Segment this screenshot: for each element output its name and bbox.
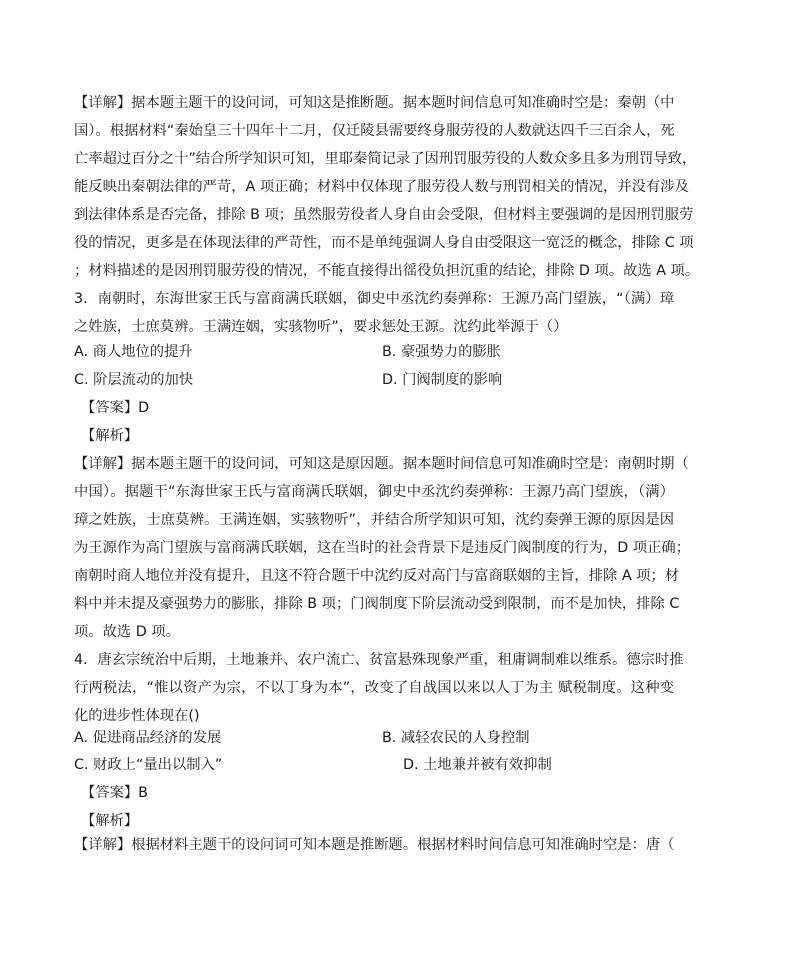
paragraph1-line: 【详解】据本题主题干的设问词，可知这是推断题。据本题时间信息可知准确时空是：秦朝（中 (74, 95, 675, 111)
q4-option-c: C. 财政上“量出以制入” (74, 757, 223, 773)
q3-detail-line: 【详解】据本题主题干的设问词，可知这是原因题。据本题时间信息可知准确时空是：南朝时期（ (74, 456, 689, 472)
q3-detail-line: 料中并未提及豪强势力的膨胀，排除 B 项；门阀制度下阶层流动受到限制，而不是加快，排除 C (74, 596, 680, 612)
q4-option-a: A. 促进商品经济的发展 (74, 730, 222, 746)
paragraph1-line: 国）。根据材料“秦始皇三十四年十二月，仅迁陵县需要终身服劳役的人数就达四千三百余人，死 (74, 123, 675, 139)
q4-option-b: B. 减轻农民的人身控制 (382, 730, 530, 746)
q3-option-a: A. 商人地位的提升 (74, 344, 193, 360)
q3-stem-line: 之姓族，士庶莫辨。王满连姻，实骇物听”，要求惩处王源。沈约此举源于（） (74, 319, 568, 335)
q3-option-c: C. 阶层流动的加快 (74, 372, 194, 388)
q4-stem-line: 4．唐玄宗统治中后期，土地兼并、农户流亡、贫富悬殊现象严重，租庸调制难以维系。德宗时推 (74, 652, 684, 668)
paragraph1-line: 役的情况，更多是在体现法律的严苛性，而不是单纯强调人身自由受限这一宽泛的概念，排除 C 项 (74, 235, 694, 251)
q3-option-b: B. 豪强势力的膨胀 (382, 344, 501, 360)
q3-detail-line: 南朝时商人地位并没有提升，且这不符合题干中沈约反对高门与富商联姻的主旨，排除 A 项；材 (74, 568, 680, 584)
paragraph1-line: 亡率超过百分之十”结合所学知识可知，里耶秦简记录了因刑罚服劳役的人数众多且多为刑罚导致， (74, 151, 697, 167)
q4-detail-line: 【详解】根据材料主题干的设问词可知本题是推断题。根据材料时间信息可知准确时空是：唐（ (74, 837, 675, 853)
paragraph1-line: ；材料描述的是因刑罚服劳役的情况，不能直接得出徭役负担沉重的结论，排除 D 项。故选 A 项。 (74, 263, 700, 279)
q3-stem-line: 3．南朝时，东海世家王氏与富商满氏联姻，御史中丞沈约奏弹称：王源乃高门望族，“（满）璋 (74, 291, 674, 307)
q3-detail-line: 项。故选 D 项。 (74, 624, 180, 640)
q3-analysis-label: 【解析】 (81, 428, 139, 444)
q4-stem-line: 行两税法，“惟以资产为宗，不以丁身为本”，改变了自战国以来以人丁为主 赋税制度。这种变 (74, 680, 674, 696)
q4-answer: 【答案】B (81, 785, 148, 801)
q4-option-d: D. 土地兼并被有效抑制 (403, 757, 552, 773)
q4-stem-line: 化的进步性体现在() (74, 708, 200, 724)
q3-detail-line: 为王源作为高门望族与富商满氏联姻，这在当时的社会背景下是违反门阀制度的行为，D 项正确； (74, 540, 691, 556)
paragraph1-line: 能反映出秦朝法律的严苛，A 项正确；材料中仅体现了服劳役人数与刑罚相关的情况，并没有涉及 (74, 179, 689, 195)
q3-detail-line: 中国）。据题干“东海世家王氏与富商满氏联姻，御史中丞沈约奏弹称：王源乃高门望族，（满） (74, 484, 674, 500)
q3-detail-line: 璋之姓族，士庶莫辨。王满连姻，实骇物听”，并结合所学知识可知，沈约奏弹王源的原因是因 (74, 512, 674, 528)
q4-analysis-label: 【解析】 (81, 813, 139, 829)
q3-option-d: D. 门阀制度的影响 (382, 372, 503, 388)
q3-answer: 【答案】D (81, 400, 150, 416)
paragraph1-line: 到法律体系是否完备，排除 B 项；虽然服劳役者人身自由会受限，但材料主要强调的是因刑罚服劳 (74, 207, 694, 223)
